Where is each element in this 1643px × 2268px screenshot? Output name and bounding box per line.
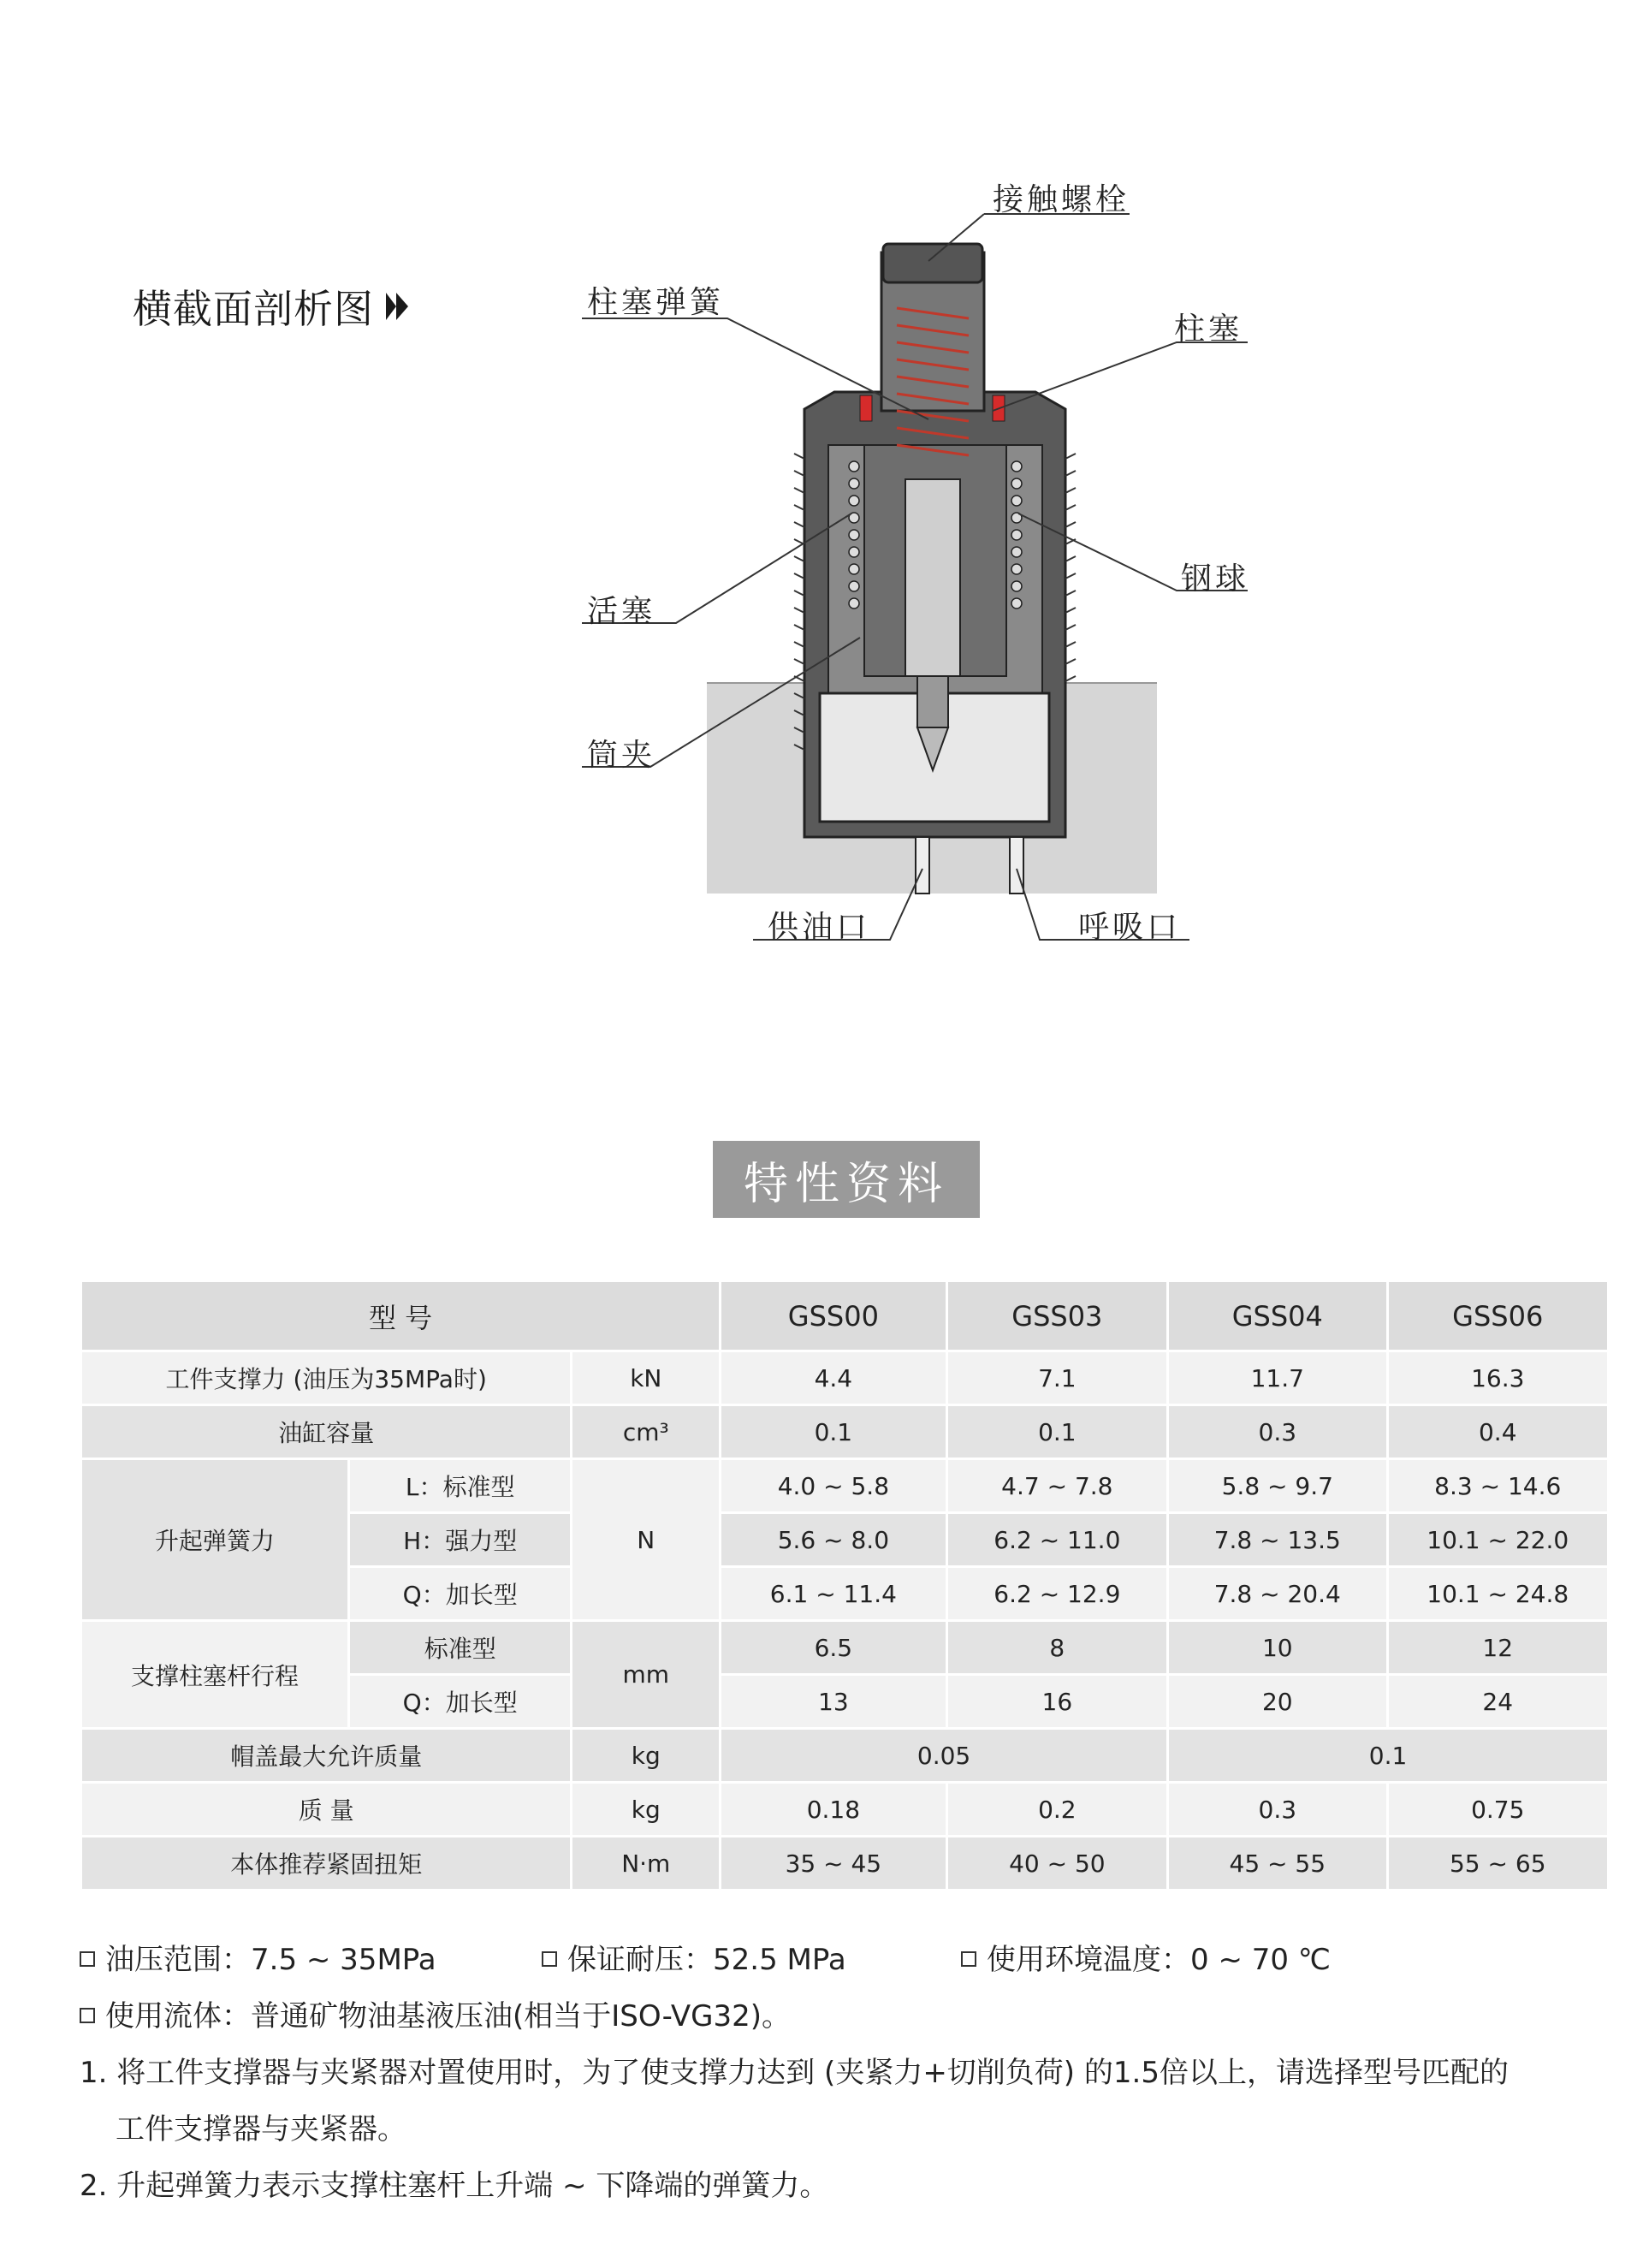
cell: 20 [1168, 1675, 1387, 1729]
cell: 10.1 ~ 22.0 [1387, 1513, 1609, 1567]
cell: 6.1 ~ 11.4 [721, 1567, 947, 1621]
note-text: 使用流体：普通矿物油基液压油(相当于ISO-VG32)。 [105, 1999, 791, 2033]
cell: 0.75 [1387, 1783, 1609, 1837]
section-title-text: 横截面剖析图 [133, 286, 374, 332]
cell: 55 ~ 65 [1387, 1837, 1609, 1891]
cell: 12 [1387, 1621, 1609, 1675]
callout-plunger-spring: 柱塞弹簧 [587, 285, 725, 320]
cross-section-illustration [0, 0, 1643, 1010]
cell: 4.7 ~ 7.8 [946, 1459, 1167, 1513]
cell: 0.1 [1168, 1729, 1609, 1783]
callout-breather-port: 呼吸口 [1078, 910, 1182, 945]
checkbox-square-icon [80, 2008, 95, 2023]
callout-contact-bolt: 接触螺栓 [993, 182, 1130, 217]
cell: 6.5 [721, 1621, 947, 1675]
cell: 13 [721, 1675, 947, 1729]
table-row [81, 1783, 1609, 1837]
spec-banner: 特性资料 [713, 1141, 980, 1218]
row-unit: cm³ [572, 1405, 721, 1459]
cell: 4.4 [721, 1351, 947, 1405]
cell: 16 [946, 1675, 1167, 1729]
note-2: 2. 升起弹簧力表示支撑柱塞杆上升端 ~ 下降端的弹簧力。 [80, 2169, 829, 2203]
cell: 6.2 ~ 12.9 [946, 1567, 1167, 1621]
note-1-line-2: 工件支撑器与夹紧器。 [116, 2112, 406, 2146]
callout-plunger: 柱塞 [1174, 312, 1243, 347]
row-unit: kg [572, 1729, 721, 1783]
note-1-line-1: 1. 将工件支撑器与夹紧器对置使用时，为了使支撑力达到 (夹紧力+切削负荷) 的1.5倍以上，请选择型号匹配的 [80, 2056, 1509, 2090]
cell: 7.1 [946, 1351, 1167, 1405]
note-fluid [80, 1992, 791, 2034]
table-row [81, 1405, 1609, 1459]
cell: 5.8 ~ 9.7 [1168, 1459, 1387, 1513]
cell: 40 ~ 50 [946, 1837, 1167, 1891]
cell: 0.1 [946, 1405, 1167, 1459]
row-unit: N·m [572, 1837, 721, 1891]
cell: 0.05 [721, 1729, 1168, 1783]
table-row [81, 1459, 1609, 1513]
row-unit: kg [572, 1783, 721, 1837]
row-label: 升起弹簧力 [81, 1459, 349, 1621]
checkbox-square-icon [542, 1951, 557, 1967]
cell: 5.6 ~ 8.0 [721, 1513, 947, 1567]
cell: 10 [1168, 1621, 1387, 1675]
note-temperature [961, 1936, 1331, 1978]
row-sublabel: L：标准型 [348, 1459, 571, 1513]
note-text: 油压范围：7.5 ~ 35MPa [105, 1943, 436, 1977]
table-header-row [81, 1281, 1609, 1351]
header-model: 型 号 [81, 1281, 721, 1351]
table-row [81, 1621, 1609, 1675]
cell: 0.2 [946, 1783, 1167, 1837]
table-row [81, 1837, 1609, 1891]
cell: 7.8 ~ 13.5 [1168, 1513, 1387, 1567]
cell: 8 [946, 1621, 1167, 1675]
row-label: 支撑柱塞杆行程 [81, 1621, 349, 1729]
row-label: 质 量 [81, 1783, 572, 1837]
cell: 0.4 [1387, 1405, 1609, 1459]
header-gss03: GSS03 [946, 1281, 1167, 1351]
cell: 4.0 ~ 5.8 [721, 1459, 947, 1513]
cell: 10.1 ~ 24.8 [1387, 1567, 1609, 1621]
cell: 45 ~ 55 [1168, 1837, 1387, 1891]
row-label: 油缸容量 [81, 1405, 572, 1459]
note-text: 保证耐压：52.5 MPa [567, 1943, 846, 1977]
cell: 7.8 ~ 20.4 [1168, 1567, 1387, 1621]
cross-section-diagram [0, 0, 1643, 1010]
checkbox-square-icon [961, 1951, 976, 1967]
note-text: 使用环境温度：0 ~ 70 ℃ [987, 1943, 1331, 1977]
row-unit: N [572, 1459, 721, 1621]
table-row [81, 1351, 1609, 1405]
row-unit: mm [572, 1621, 721, 1729]
row-sublabel: H：强力型 [348, 1513, 571, 1567]
cell: 0.18 [721, 1783, 947, 1837]
cell: 35 ~ 45 [721, 1837, 947, 1891]
note-pressure-range [80, 1936, 436, 1978]
checkbox-square-icon [80, 1951, 95, 1967]
callout-piston: 活塞 [587, 594, 656, 629]
callout-steel-ball: 钢球 [1181, 561, 1250, 597]
table-row [81, 1729, 1609, 1783]
cell: 16.3 [1387, 1351, 1609, 1405]
callout-oil-supply-port: 供油口 [768, 910, 871, 945]
contact-bolt [883, 244, 982, 282]
row-unit: kN [572, 1351, 721, 1405]
header-gss04: GSS04 [1168, 1281, 1387, 1351]
row-label: 工件支撑力 (油压为35MPa时) [81, 1351, 572, 1405]
cell: 0.3 [1168, 1783, 1387, 1837]
note-proof-pressure [542, 1936, 846, 1978]
cell: 0.1 [721, 1405, 947, 1459]
row-sublabel: 标准型 [348, 1621, 571, 1675]
cell: 0.3 [1168, 1405, 1387, 1459]
header-gss06: GSS06 [1387, 1281, 1609, 1351]
header-gss00: GSS00 [721, 1281, 947, 1351]
cell: 24 [1387, 1675, 1609, 1729]
spec-table [80, 1279, 1610, 1891]
cell: 6.2 ~ 11.0 [946, 1513, 1167, 1567]
row-label: 帽盖最大允许质量 [81, 1729, 572, 1783]
row-sublabel: Q：加长型 [348, 1675, 571, 1729]
cell: 8.3 ~ 14.6 [1387, 1459, 1609, 1513]
row-sublabel: Q：加长型 [348, 1567, 571, 1621]
callout-collet: 筒夹 [587, 738, 656, 773]
cell: 11.7 [1168, 1351, 1387, 1405]
row-label: 本体推荐紧固扭矩 [81, 1837, 572, 1891]
